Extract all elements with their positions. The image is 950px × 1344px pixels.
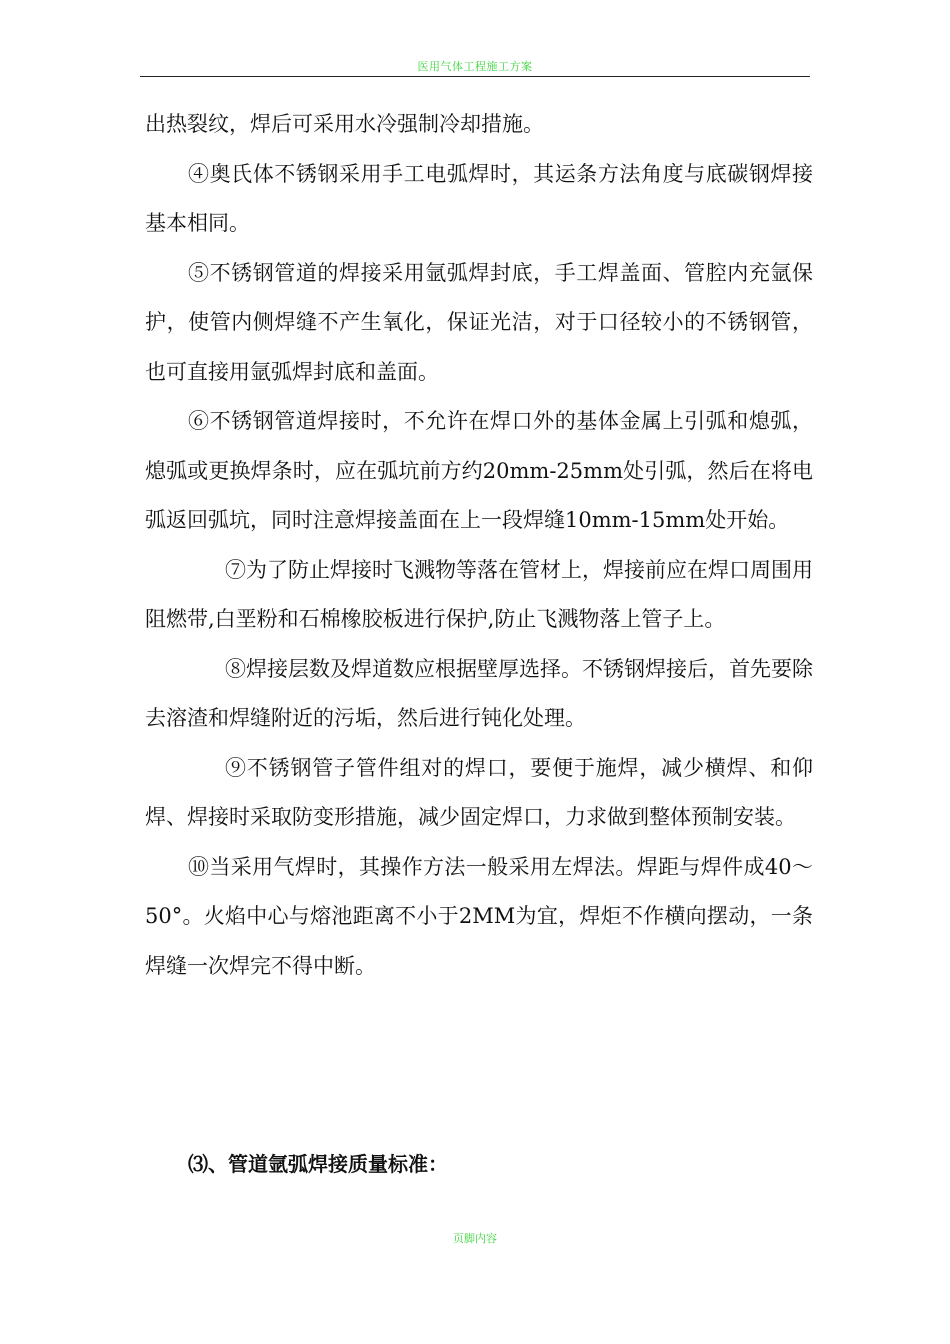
page-header: 医用气体工程施工方案 [417,60,533,73]
paragraph-item-5: ⑤不锈钢管道的焊接采用氩弧焊封底，手工焊盖面、管腔内充氩保护，使管内侧焊缝不产生氧化，保证光洁，对于口径较小的不锈钢管，也可直接用氩弧焊封底和盖面。 [145,260,813,384]
paragraph-item-7: ⑦为了防止焊接时飞溅物等落在管材上，焊接前应在焊口周围用阻燃带,白垩粉和石棉橡胶板进行保护,防止飞溅物落上管子上。 [145,557,813,631]
paragraph-item-4: ④奥氏体不锈钢采用手工电弧焊时，其运条方法角度与底碳钢焊接基本相同。 [145,161,813,235]
document-body [145,100,813,991]
paragraph-item-6: ⑥不锈钢管道焊接时，不允许在焊口外的基体金属上引弧和熄弧，熄弧或更换焊条时，应在弧坑前方约20mm-25mm处引弧，然后在将电弧返回弧坑，同时注意焊接盖面在上一段焊缝10mm-15mm处开始。 [145,409,813,532]
page-footer: 页脚内容 [453,1232,497,1245]
section-heading: ⑶、管道氩弧焊接质量标准： [188,1152,448,1176]
paragraph-continuation: 出热裂纹，焊后可采用水冷强制冷却措施。 [145,112,544,136]
paragraph-item-8: ⑧焊接层数及焊道数应根据壁厚选择。不锈钢焊接后，首先要除去溶渣和焊缝附近的污垢，然后进行钝化处理。 [145,656,813,730]
paragraph-item-10: ⑩当采用气焊时，其操作方法一般采用左焊法。焊距与焊件成40～50°。火焰中心与熔池距离不小于2MM为宜，焊炬不作横向摆动，一条焊缝一次焊完不得中断。 [145,854,813,978]
header-divider [140,76,810,77]
paragraph-item-9: ⑨不锈钢管子管件组对的焊口，要便于施焊，减少横焊、和仰焊、焊接时采取防变形措施，减少固定焊口，力求做到整体预制安装。 [145,755,813,829]
